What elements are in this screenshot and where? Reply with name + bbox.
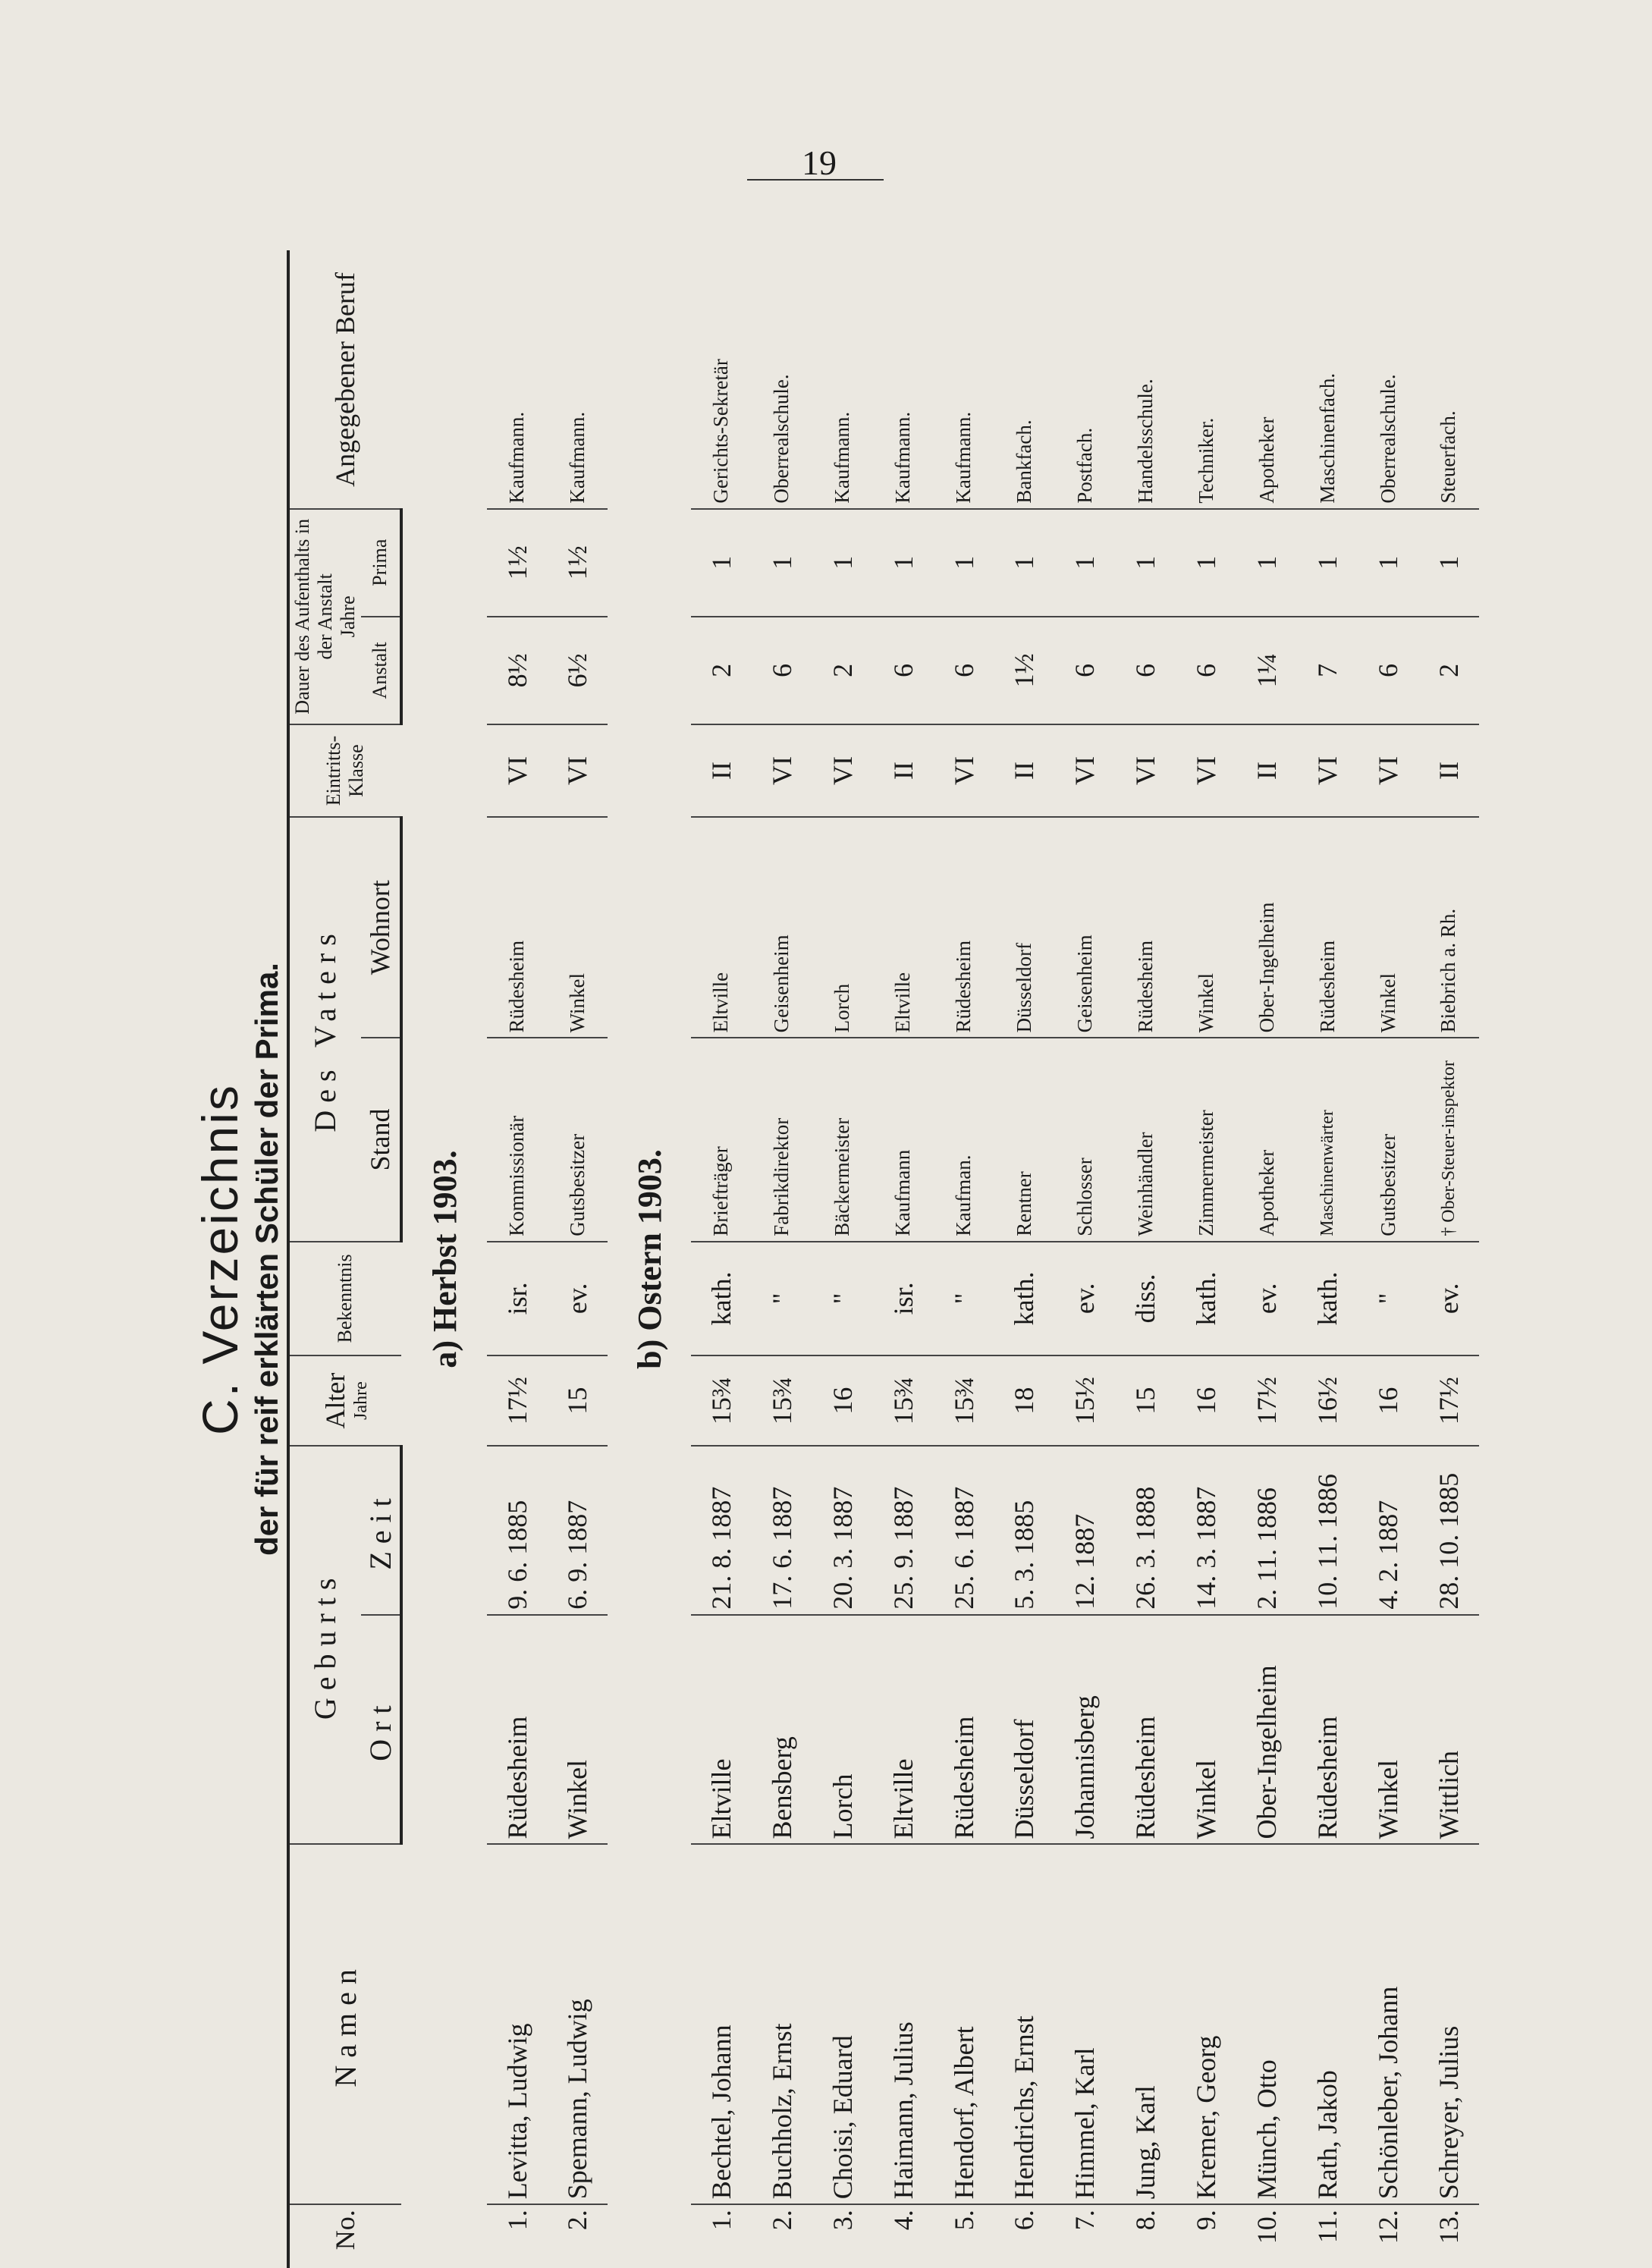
age: 16½ <box>1297 1355 1358 1446</box>
age: 15¾ <box>691 1355 752 1446</box>
entry-class: VI <box>1054 724 1115 817</box>
birth-place: Winkel <box>548 1615 608 1845</box>
duration-prima: 1 <box>934 509 994 617</box>
table-row <box>1418 250 1479 2268</box>
father-occupation: Schlosser <box>1054 1038 1115 1241</box>
father-occupation: Fabrikdirektor <box>752 1038 812 1241</box>
birth-date: 26. 3. 1888 <box>1115 1446 1176 1614</box>
duration-school: 2 <box>1418 617 1479 724</box>
row-number: 8. <box>1130 2210 1161 2231</box>
birth-place: Winkel <box>1358 1615 1418 1845</box>
father-occupation: Kaufmann <box>873 1038 934 1241</box>
entry-class: II <box>873 724 934 817</box>
col-header-prima: Prima <box>361 509 401 617</box>
birth-place: Rüdesheim <box>487 1615 548 1845</box>
student-name: Choisi, Eduard <box>812 1844 873 2204</box>
page-number: 19 <box>802 143 837 182</box>
birth-date: 5. 3. 1885 <box>994 1446 1055 1614</box>
chosen-profession: Kaufmann. <box>873 251 934 508</box>
age: 15 <box>1115 1355 1176 1446</box>
dauer-label: Dauer des Aufenthalts in der Anstalt <box>291 518 336 715</box>
row-number: 2. <box>766 2210 797 2231</box>
chosen-profession: Handelsschule. <box>1115 251 1176 508</box>
age: 15½ <box>1054 1355 1115 1446</box>
row-number: 4. <box>887 2210 919 2231</box>
duration-school: 8½ <box>487 617 548 724</box>
col-header-beruf: Angegebener Beruf <box>288 251 401 508</box>
table-row <box>934 250 994 2268</box>
chosen-profession: Kaufmann. <box>812 251 873 508</box>
age: 16 <box>1176 1355 1236 1446</box>
birth-place: Wittlich <box>1418 1615 1479 1845</box>
confession: ev. <box>1236 1242 1297 1355</box>
father-residence: Geisenheim <box>1054 817 1115 1038</box>
table-row <box>1297 250 1358 2268</box>
age: 16 <box>1358 1355 1418 1446</box>
table-row <box>752 250 812 2268</box>
confession: " <box>1358 1242 1418 1355</box>
duration-prima: 1½ <box>548 509 608 617</box>
birth-place: Rüdesheim <box>1297 1615 1358 1845</box>
birth-date: 20. 3. 1887 <box>812 1446 873 1614</box>
duration-school: 6 <box>752 617 812 724</box>
age: 18 <box>994 1355 1055 1446</box>
duration-school: 1¼ <box>1236 617 1297 724</box>
table-row <box>487 250 548 2268</box>
father-occupation: Kommissionär <box>487 1038 548 1241</box>
father-occupation: Bäckermeister <box>812 1038 873 1241</box>
confession: isr. <box>873 1242 934 1355</box>
chosen-profession: Oberrealschule. <box>1358 251 1418 508</box>
father-residence: Eltville <box>691 817 752 1038</box>
col-header-eintritts-klasse: Eintritts-Klasse <box>288 724 401 817</box>
student-name: Buchholz, Ernst <box>752 1844 812 2204</box>
col-header-bekenntnis: Bekenntnis <box>288 1242 401 1355</box>
duration-school: 6 <box>934 617 994 724</box>
father-residence: Winkel <box>548 817 608 1038</box>
entry-class: VI <box>1176 724 1236 817</box>
chosen-profession: Postfach. <box>1054 251 1115 508</box>
father-occupation: Gutsbesitzer <box>1358 1038 1418 1241</box>
birth-date: 10. 11. 1886 <box>1297 1446 1358 1614</box>
chosen-profession: Maschinenfach. <box>1297 251 1358 508</box>
table-row <box>548 250 608 2268</box>
student-name: Schönleber, Johann <box>1358 1844 1418 2204</box>
birth-place: Eltville <box>691 1615 752 1845</box>
col-header-geburts: Geburts <box>288 1446 361 1844</box>
father-residence: Lorch <box>812 817 873 1038</box>
row-number: 6. <box>1009 2210 1040 2231</box>
father-residence: Rüdesheim <box>487 817 548 1038</box>
confession: diss. <box>1115 1242 1176 1355</box>
chosen-profession: Kaufmann. <box>548 251 608 508</box>
row-number: 7. <box>1069 2210 1101 2231</box>
table-row <box>1115 250 1176 2268</box>
entry-class: VI <box>1115 724 1176 817</box>
table-row <box>1054 250 1115 2268</box>
col-header-stand: Stand <box>361 1038 401 1241</box>
birth-date: 21. 8. 1887 <box>691 1446 752 1614</box>
col-header-alter <box>288 1355 401 1446</box>
student-name: Jung, Karl <box>1115 1844 1176 2204</box>
father-residence: Winkel <box>1176 817 1236 1038</box>
duration-prima: 1 <box>1358 509 1418 617</box>
section-header <box>608 250 690 2268</box>
section-header <box>401 250 487 2268</box>
father-occupation: Rentner <box>994 1038 1055 1241</box>
table-row <box>1176 250 1236 2268</box>
duration-prima: 1 <box>1054 509 1115 617</box>
graduates-table <box>190 250 1479 2268</box>
student-name: Spemann, Ludwig <box>548 1844 608 2204</box>
age: 17½ <box>1236 1355 1297 1446</box>
col-header-no: No. <box>288 2204 401 2268</box>
col-header-des-vaters: Des Vaters <box>288 817 361 1242</box>
duration-prima: 1 <box>752 509 812 617</box>
col-header-ort: Ort <box>361 1615 401 1845</box>
father-occupation: Weinhändler <box>1115 1038 1176 1241</box>
alter-label: Alter <box>319 1372 350 1429</box>
father-occupation: † Ober-Steuer-inspektor <box>1418 1038 1479 1241</box>
row-number: 1. <box>705 2210 736 2231</box>
student-name: Rath, Jakob <box>1297 1844 1358 2204</box>
col-header-dauer <box>288 509 361 724</box>
duration-prima: 1 <box>812 509 873 617</box>
table-body <box>401 250 1479 2268</box>
row-number: 9. <box>1191 2210 1222 2231</box>
duration-prima: 1 <box>1236 509 1297 617</box>
birth-date: 2. 11. 1886 <box>1236 1446 1297 1614</box>
confession: " <box>752 1242 812 1355</box>
age: 17½ <box>1418 1355 1479 1446</box>
page-title: C. Verzeichnis <box>192 1083 248 1435</box>
chosen-profession: Bankfach. <box>994 251 1055 508</box>
col-header-namen: Namen <box>288 1844 401 2204</box>
father-residence: Eltville <box>873 817 934 1038</box>
confession: kath. <box>994 1242 1055 1355</box>
duration-school: 2 <box>691 617 752 724</box>
entry-class: VI <box>752 724 812 817</box>
confession: " <box>812 1242 873 1355</box>
birth-place: Lorch <box>812 1615 873 1845</box>
entry-class: II <box>1418 724 1479 817</box>
col-header-zeit: Zeit <box>361 1446 401 1614</box>
duration-school: 6 <box>1358 617 1418 724</box>
rotated-table-container <box>190 250 1479 2268</box>
chosen-profession: Gerichts-Sekretär <box>691 251 752 508</box>
duration-prima: 1 <box>994 509 1055 617</box>
row-number: 13. <box>1433 2210 1464 2244</box>
table-title-cell <box>190 250 288 2268</box>
father-residence: Ober-Ingelheim <box>1236 817 1297 1038</box>
student-name: Haimann, Julius <box>873 1844 934 2204</box>
birth-place: Ober-Ingelheim <box>1236 1615 1297 1845</box>
section-label: b) Ostern 1903. <box>630 1149 668 1369</box>
student-name: Levitta, Ludwig <box>487 1844 548 2204</box>
duration-school: 6 <box>873 617 934 724</box>
birth-date: 4. 2. 1887 <box>1358 1446 1418 1614</box>
age: 15¾ <box>934 1355 994 1446</box>
father-occupation: Apotheker <box>1236 1038 1297 1241</box>
birth-date: 14. 3. 1887 <box>1176 1446 1236 1614</box>
student-name: Hendrichs, Ernst <box>994 1844 1055 2204</box>
row-number: 3. <box>827 2210 858 2231</box>
birth-date: 28. 10. 1885 <box>1418 1446 1479 1614</box>
birth-place: Johannisberg <box>1054 1615 1115 1845</box>
entry-class: VI <box>1297 724 1358 817</box>
birth-date: 25. 9. 1887 <box>873 1446 934 1614</box>
confession: " <box>934 1242 994 1355</box>
entry-class: VI <box>934 724 994 817</box>
birth-date: 9. 6. 1885 <box>487 1446 548 1614</box>
confession: ev. <box>1418 1242 1479 1355</box>
student-name: Münch, Otto <box>1236 1844 1297 2204</box>
row-number: 2. <box>562 2210 593 2231</box>
duration-school: 7 <box>1297 617 1358 724</box>
age: 17½ <box>487 1355 548 1446</box>
table-row <box>812 250 873 2268</box>
chosen-profession: Oberrealschule. <box>752 251 812 508</box>
table-row <box>1358 250 1418 2268</box>
row-number: 10. <box>1252 2210 1283 2244</box>
birth-place: Düsseldorf <box>994 1615 1055 1845</box>
student-name: Kremer, Georg <box>1176 1844 1236 2204</box>
row-number: 1. <box>501 2210 532 2231</box>
birth-place: Winkel <box>1176 1615 1236 1845</box>
col-header-wohnort: Wohnort <box>361 817 401 1038</box>
father-residence: Biebrich a. Rh. <box>1418 817 1479 1038</box>
father-residence: Winkel <box>1358 817 1418 1038</box>
father-residence: Düsseldorf <box>994 817 1055 1038</box>
duration-school: 6 <box>1176 617 1236 724</box>
confession: kath. <box>691 1242 752 1355</box>
table-row <box>691 250 752 2268</box>
father-residence: Rüdesheim <box>1115 817 1176 1038</box>
duration-prima: 1 <box>1115 509 1176 617</box>
chosen-profession: Steuerfach. <box>1418 251 1479 508</box>
age: 15¾ <box>873 1355 934 1446</box>
entry-class: VI <box>812 724 873 817</box>
alter-unit: Jahre <box>350 1381 371 1420</box>
duration-prima: 1 <box>1176 509 1236 617</box>
entry-class: VI <box>487 724 548 817</box>
chosen-profession: Kaufmann. <box>487 251 548 508</box>
birth-place: Eltville <box>873 1615 934 1845</box>
confession: ev. <box>548 1242 608 1355</box>
birth-place: Bensberg <box>752 1615 812 1845</box>
student-name: Schreyer, Julius <box>1418 1844 1479 2204</box>
age: 16 <box>812 1355 873 1446</box>
birth-date: 25. 6. 1887 <box>934 1446 994 1614</box>
page-number-rule <box>747 179 884 181</box>
chosen-profession: Kaufmann. <box>934 251 994 508</box>
entry-class: II <box>1236 724 1297 817</box>
duration-prima: 1 <box>691 509 752 617</box>
table-row <box>1236 250 1297 2268</box>
col-header-anstalt: Anstalt <box>361 617 401 724</box>
row-number: 12. <box>1373 2210 1403 2244</box>
age: 15 <box>548 1355 608 1446</box>
father-residence: Rüdesheim <box>1297 817 1358 1038</box>
duration-prima: 1½ <box>487 509 548 617</box>
duration-school: 2 <box>812 617 873 724</box>
student-name: Bechtel, Johann <box>691 1844 752 2204</box>
table-row <box>873 250 934 2268</box>
confession: kath. <box>1297 1242 1358 1355</box>
entry-class: VI <box>548 724 608 817</box>
father-occupation: Maschinenwärter <box>1297 1038 1358 1241</box>
birth-place: Rüdesheim <box>934 1615 994 1845</box>
duration-prima: 1 <box>873 509 934 617</box>
birth-date: 12. 1887 <box>1054 1446 1115 1614</box>
duration-school: 6 <box>1054 617 1115 724</box>
student-name: Himmel, Karl <box>1054 1844 1115 2204</box>
chosen-profession: Apotheker <box>1236 251 1297 508</box>
age: 15¾ <box>752 1355 812 1446</box>
birth-place: Rüdesheim <box>1115 1615 1176 1845</box>
row-number: 11. <box>1312 2210 1343 2243</box>
table-row <box>994 250 1055 2268</box>
section-label: a) Herbst 1903. <box>426 1150 463 1368</box>
dauer-unit: Jahre <box>336 595 359 638</box>
duration-school: 6½ <box>548 617 608 724</box>
father-residence: Rüdesheim <box>934 817 994 1038</box>
confession: kath. <box>1176 1242 1236 1355</box>
row-number: 5. <box>948 2210 979 2231</box>
birth-date: 6. 9. 1887 <box>548 1446 608 1614</box>
entry-class: II <box>691 724 752 817</box>
student-name: Hendorf, Albert <box>934 1844 994 2204</box>
duration-prima: 1 <box>1418 509 1479 617</box>
chosen-profession: Techniker. <box>1176 251 1236 508</box>
father-occupation: Kaufman. <box>934 1038 994 1241</box>
father-residence: Geisenheim <box>752 817 812 1038</box>
entry-class: II <box>994 724 1055 817</box>
father-occupation: Gutsbesitzer <box>548 1038 608 1241</box>
birth-date: 17. 6. 1887 <box>752 1446 812 1614</box>
page-subtitle: der für reif erklärten Schüler der Prima. <box>249 963 284 1556</box>
father-occupation: Briefträger <box>691 1038 752 1241</box>
father-occupation: Zimmermeister <box>1176 1038 1236 1241</box>
duration-prima: 1 <box>1297 509 1358 617</box>
confession: isr. <box>487 1242 548 1355</box>
duration-school: 6 <box>1115 617 1176 724</box>
duration-school: 1½ <box>994 617 1055 724</box>
confession: ev. <box>1054 1242 1115 1355</box>
entry-class: VI <box>1358 724 1418 817</box>
